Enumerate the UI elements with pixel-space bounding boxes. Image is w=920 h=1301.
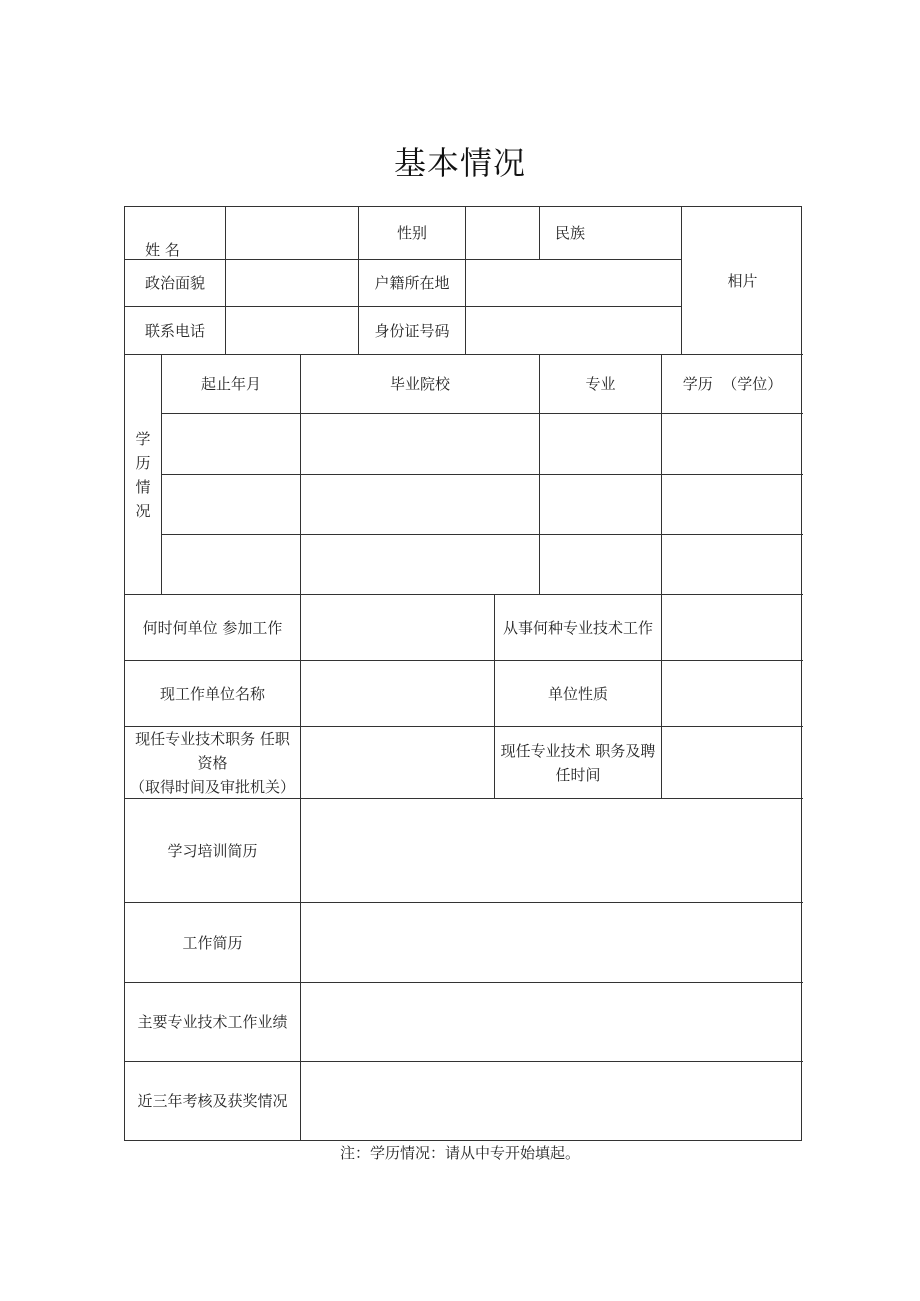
ethnicity-label: 民族 [554, 224, 585, 242]
education-section-char: 情 [135, 478, 151, 496]
tech-field-field[interactable] [662, 595, 803, 660]
id-number-label: 身份证号码 [374, 321, 450, 340]
political-status-field[interactable] [226, 260, 358, 306]
start-work-field[interactable] [301, 595, 494, 660]
political-status-label: 政治面貌 [144, 274, 205, 292]
qualification-label-line: 现任专业技术职务 任职资格 [135, 729, 290, 772]
education-major-field[interactable] [540, 414, 661, 474]
name-field[interactable] [226, 207, 358, 259]
education-section-char: 学 [135, 430, 151, 448]
unit-nature-label: 单位性质 [547, 684, 608, 703]
appointment-label: 现任专业技术 职务及聘任时间 [500, 741, 656, 784]
education-period-field[interactable] [162, 475, 300, 534]
education-school-field[interactable] [301, 414, 539, 474]
appointment-field[interactable] [662, 727, 803, 798]
education-major-field[interactable] [540, 535, 661, 594]
photo-box[interactable]: 相片 [727, 271, 758, 290]
basic-info-form [124, 206, 802, 1141]
education-degree-field[interactable] [662, 475, 803, 534]
awards-label: 近三年考核及获奖情况 [137, 1092, 288, 1110]
qualification-label-line: （取得时间及审批机关） [129, 777, 295, 796]
education-major-field[interactable] [540, 475, 661, 534]
qualification-field[interactable] [301, 727, 494, 798]
current-unit-label: 现工作单位名称 [159, 684, 265, 703]
education-header-period: 起止年月 [200, 375, 261, 393]
education-header-major: 专业 [585, 375, 616, 393]
education-header-school: 毕业院校 [389, 375, 450, 393]
education-section-label [125, 415, 161, 535]
phone-label: 联系电话 [144, 321, 205, 340]
education-degree-field[interactable] [662, 414, 803, 474]
current-unit-field[interactable] [301, 661, 494, 726]
training-field[interactable] [301, 799, 803, 902]
gender-field[interactable] [466, 207, 539, 259]
name-label: 姓 名 [145, 241, 180, 259]
education-section-char: 历 [135, 454, 151, 472]
education-period-field[interactable] [162, 414, 300, 474]
phone-field[interactable] [226, 307, 358, 354]
education-school-field[interactable] [301, 535, 539, 594]
achievements-label: 主要专业技术工作业绩 [137, 1013, 288, 1031]
work-history-field[interactable] [301, 903, 803, 982]
education-school-field[interactable] [301, 475, 539, 534]
awards-field[interactable] [301, 1062, 803, 1140]
gender-label: 性别 [396, 224, 427, 242]
achievements-field[interactable] [301, 983, 803, 1061]
page-title: 基本情况 [393, 144, 526, 182]
household-registration-label: 户籍所在地 [374, 274, 450, 292]
footnote: 注：学历情况：请从中专开始填起。 [339, 1144, 580, 1162]
id-number-field[interactable] [466, 307, 681, 354]
tech-field-label: 从事何种专业技术工作 [502, 618, 653, 637]
ethnicity-field[interactable] [601, 207, 681, 259]
household-registration-field[interactable] [466, 260, 681, 306]
education-header-degree: 学历 （学位） [682, 375, 783, 393]
unit-nature-field[interactable] [662, 661, 803, 726]
education-section-char: 况 [135, 502, 151, 520]
start-work-label: 何时何单位 参加工作 [142, 618, 283, 637]
education-period-field[interactable] [162, 535, 300, 594]
qualification-label [125, 727, 300, 798]
education-degree-field[interactable] [662, 535, 803, 594]
training-label: 学习培训简历 [167, 841, 258, 860]
work-history-label: 工作简历 [182, 933, 243, 952]
